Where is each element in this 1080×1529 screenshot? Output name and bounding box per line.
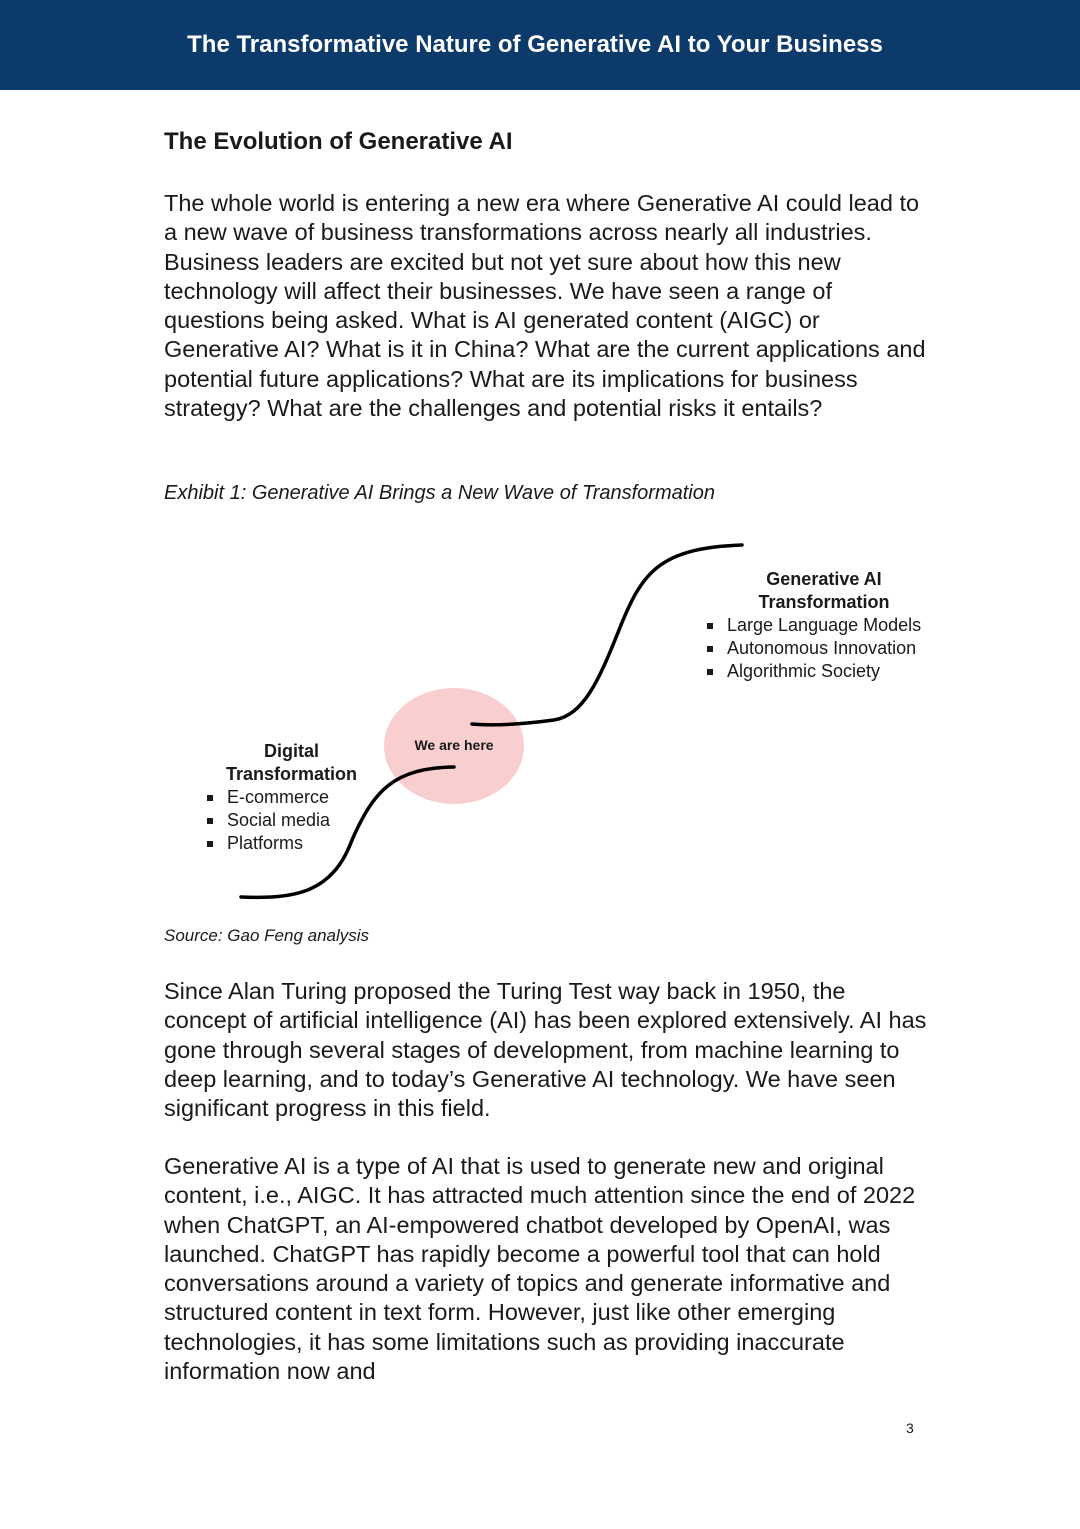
- exhibit-diagram: [164, 520, 964, 915]
- page-number: 3: [906, 1420, 914, 1436]
- section-title: The Evolution of Generative AI: [164, 128, 513, 155]
- exhibit-caption: Exhibit 1: Generative AI Brings a New Wave of Transformation: [164, 482, 715, 504]
- digital-list: [204, 786, 384, 855]
- intro-paragraph: The whole world is entering a new era where Generative AI could lead to a new wave of business transformations across nearly all industries. Business leaders are excited but not yet sure about how this new technology will affect their businesses. We have seen a range of questions being asked. What is AI generated content (AIGC) or Generative AI? What is it in China? What are the current applications and potential future applications? What are its implications for business strategy? What are the challenges and potential risks it entails?: [164, 190, 926, 422]
- list-item: E-commerce: [204, 786, 384, 809]
- digital-title-line1: Digital: [263, 741, 319, 761]
- digital-transformation-block: [204, 740, 384, 855]
- genai-list: [704, 614, 964, 683]
- genai-title-line1: Generative AI: [766, 569, 882, 589]
- list-item: Autonomous Innovation: [704, 637, 964, 660]
- list-item: Platforms: [204, 832, 384, 855]
- we-are-here-label: We are here: [414, 737, 494, 753]
- genai-title-line2: Transformation: [758, 592, 890, 612]
- list-item: Large Language Models: [704, 614, 964, 637]
- generative-ai-transformation-block: [704, 568, 964, 683]
- digital-title-line2: Transformation: [225, 764, 358, 784]
- generative-ai-curve: [472, 545, 742, 725]
- header-title: The Transformative Nature of Generative AI to Your Business: [187, 31, 883, 58]
- list-item: Social media: [204, 809, 384, 832]
- page-header: [0, 0, 1080, 90]
- generative-ai-paragraph: Generative AI is a type of AI that is used to generate new and original content, i.e., AIGC. It has attracted much attention since the end of 2022 when ChatGPT, an AI-empowered chatbot developed by OpenAI, was launched. ChatGPT has rapidly become a powerful tool that can hold conversations around a variety of topics and generate informative and structured content in text form. However, just like other emerging technologies, it has some limitations such as providing inaccurate information now and: [164, 1153, 916, 1385]
- list-item: Algorithmic Society: [704, 660, 964, 683]
- exhibit-source: Source: Gao Feng analysis: [164, 926, 370, 945]
- turing-paragraph: Since Alan Turing proposed the Turing Test way back in 1950, the concept of artificial intelligence (AI) has been explored extensively. AI has gone through several stages of development, from machine learning to deep learning, and to today’s Generative AI technology. We have seen significant progress in this field.: [164, 978, 927, 1122]
